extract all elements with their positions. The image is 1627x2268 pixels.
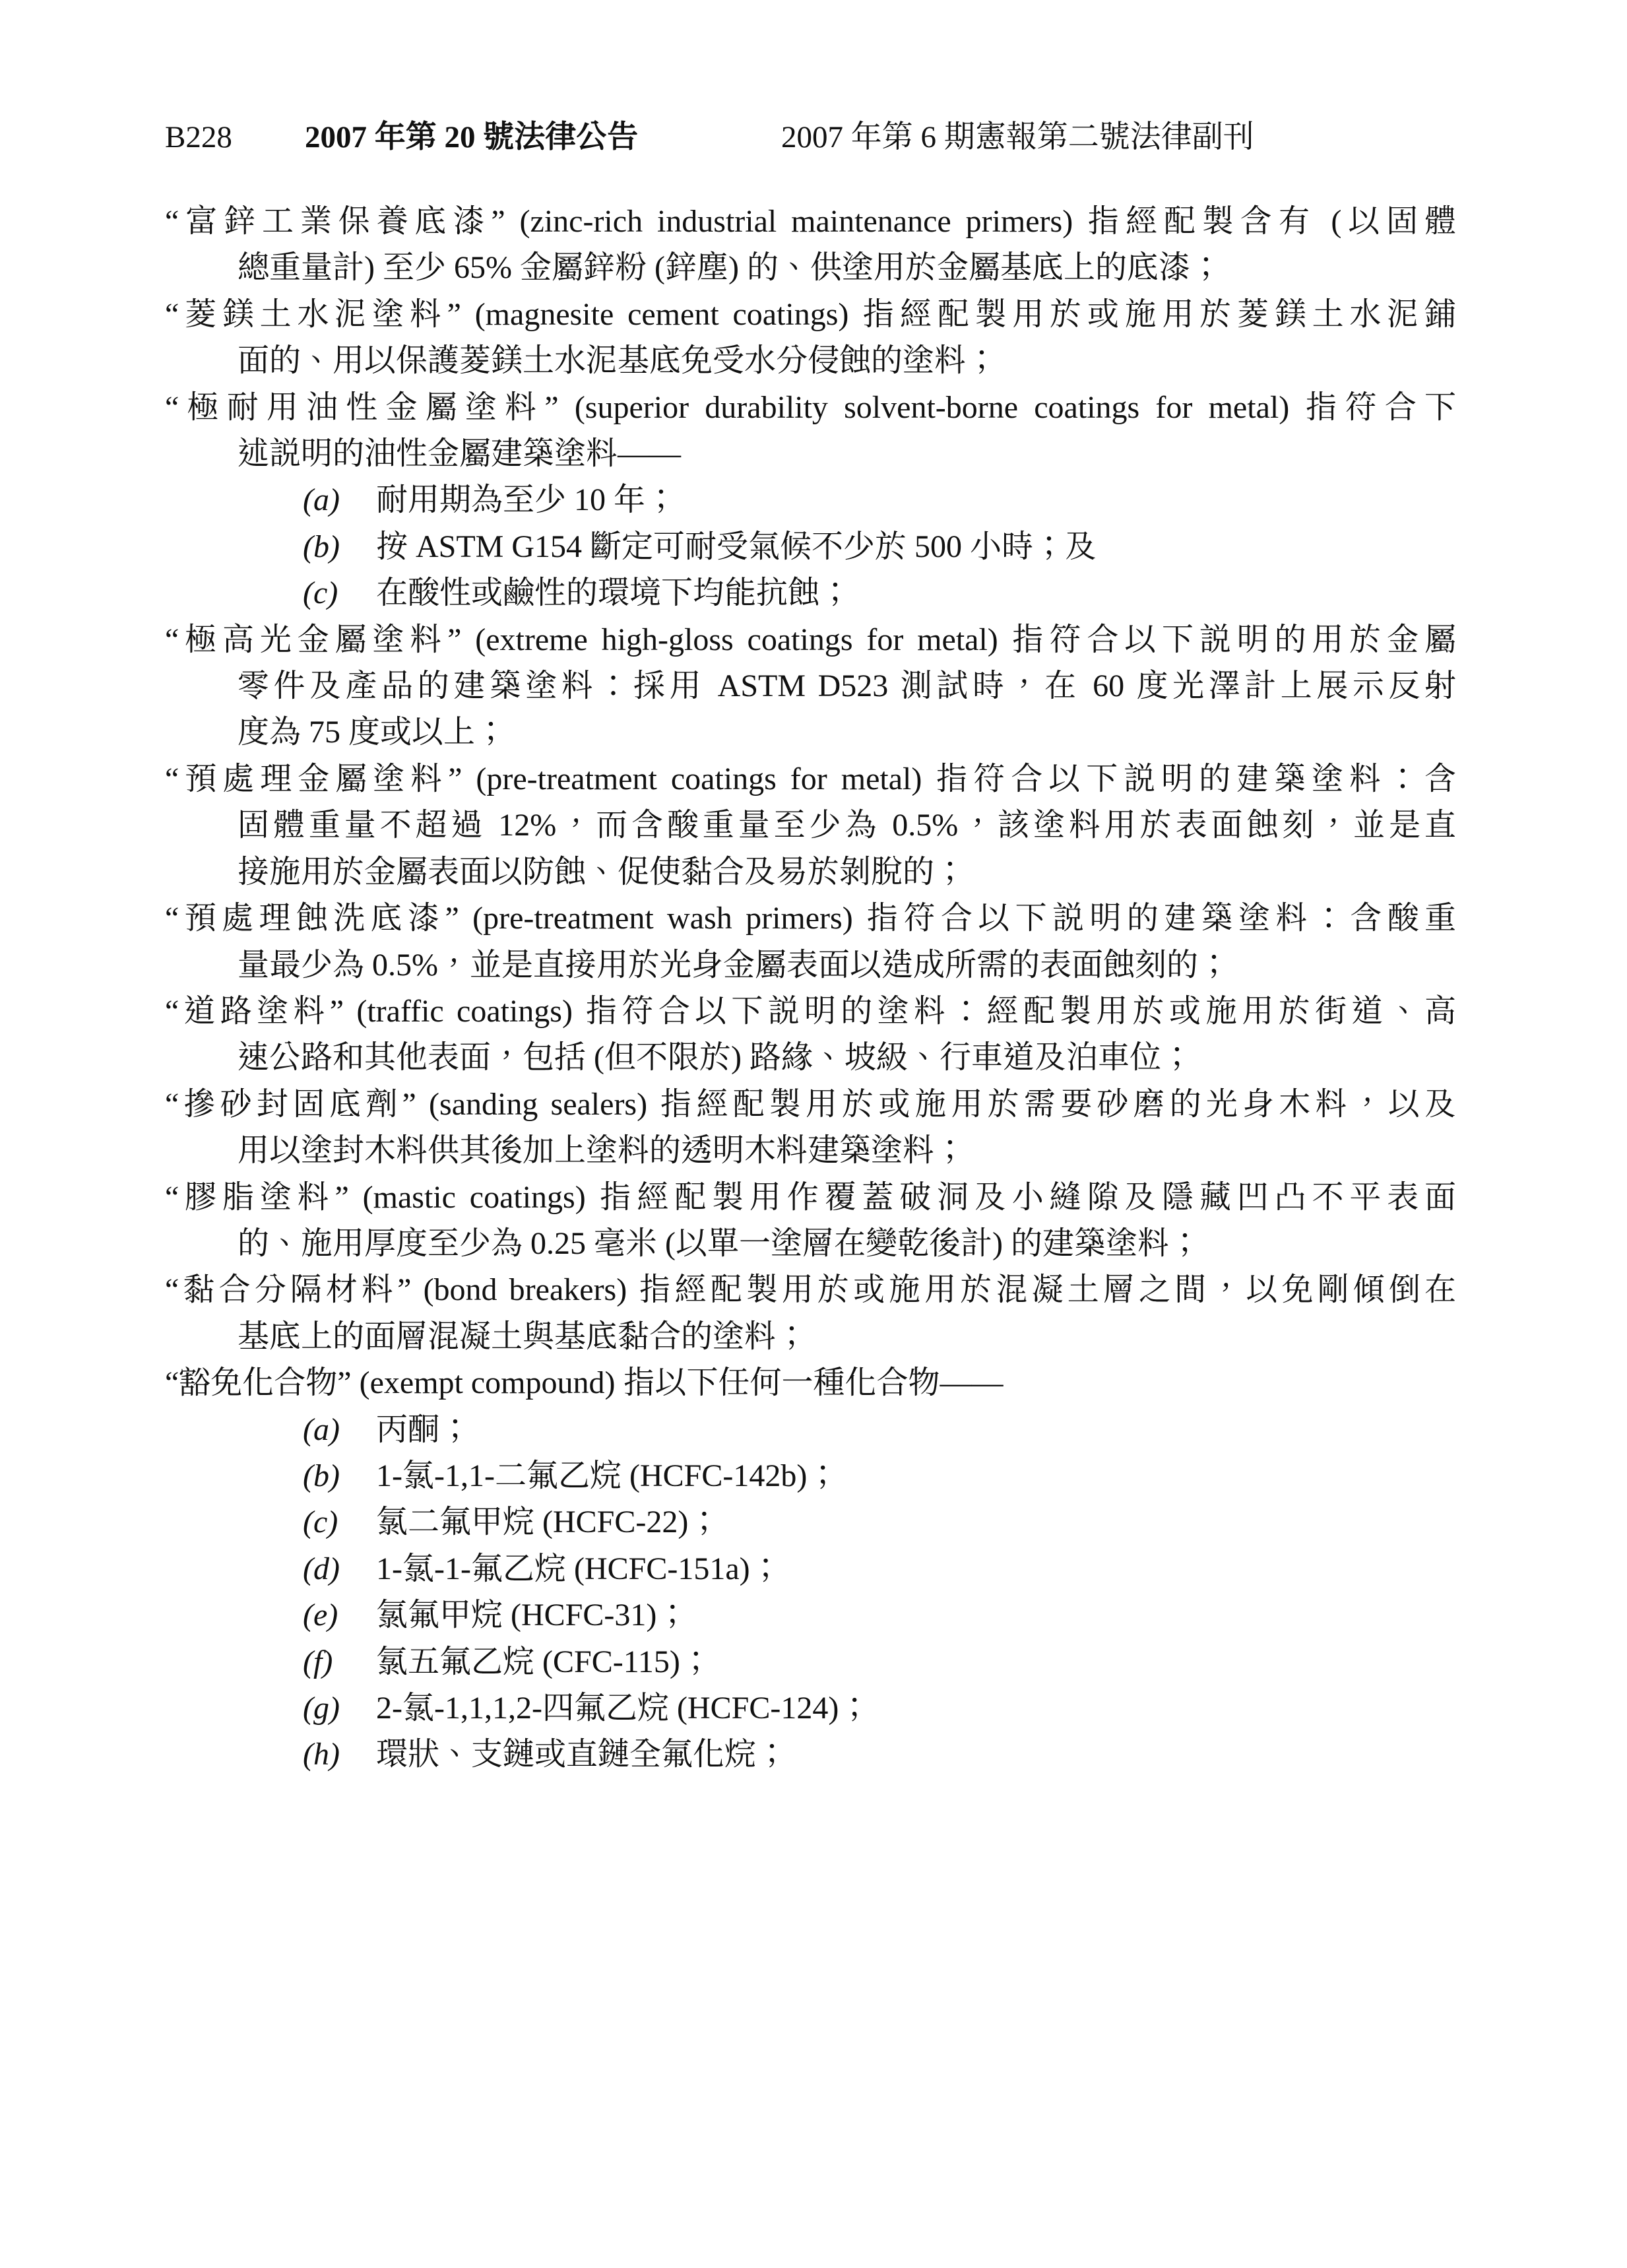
item-text: 耐用期為至少 10 年； xyxy=(376,482,678,518)
item-marker: (a) xyxy=(303,482,340,518)
item-text: 環狀、支鏈或直鏈全氟化烷； xyxy=(376,1737,788,1772)
definition-line: “摻砂封固底劑” (sanding sealers) 指經配製用於或施用於需要砂磨的光身木料，以及 xyxy=(165,1086,1456,1122)
definition-line: “預處理金屬塗料” (pre-treatment coatings for metal) 指符合以下説明的建築塗料：含 xyxy=(165,761,1456,796)
item-marker: (b) xyxy=(303,1458,340,1493)
item-text: 1-氯-1-氟乙烷 (HCFC-151a)； xyxy=(376,1551,782,1586)
list-item xyxy=(165,1592,1456,1638)
list-item xyxy=(165,1407,1456,1453)
definition-line: “預處理蝕洗底漆” (pre-treatment wash primers) 指符合以下説明的建築塗料：含酸重 xyxy=(165,901,1456,936)
definition-line: 零件及產品的建築塗料：採用 ASTM D523 測試時，在 60 度光澤計上展示反射 xyxy=(238,668,1456,704)
definition-line: 度為 75 度或以上； xyxy=(238,715,507,750)
definition-line: “富鋅工業保養底漆” (zinc-rich industrial maintenance primers) 指經配製含有 (以固體 xyxy=(165,204,1456,239)
definition-line: 述説明的油性金屬建築塗料—— xyxy=(238,436,682,472)
item-marker: (a) xyxy=(303,1411,340,1447)
item-text: 氯二氟甲烷 (HCFC-22)； xyxy=(376,1505,720,1540)
item-marker: (h) xyxy=(303,1737,340,1772)
definition-line: 總重量計) 至少 65% 金屬鋅粉 (鋅塵) 的、供塗用於金屬基底上的底漆； xyxy=(238,250,1222,286)
item-text: 丙酮； xyxy=(376,1411,472,1447)
definition-line: 量最少為 0.5%，並是直接用於光身金屬表面以造成所需的表面蝕刻的； xyxy=(238,947,1230,983)
item-marker: (c) xyxy=(303,575,338,611)
definition-line: “極高光金屬塗料” (extreme high-gloss coatings for metal) 指符合以下説明的用於金屬 xyxy=(165,622,1456,657)
definition-line: “膠脂塗料” (mastic coatings) 指經配製用作覆蓋破洞及小縫隙及隱藏凹凸不平表面 xyxy=(165,1179,1456,1215)
definition-line: “菱鎂土水泥塗料” (magnesite cement coatings) 指經配製用於或施用於菱鎂土水泥鋪 xyxy=(165,296,1456,332)
page-number: B228 xyxy=(165,120,232,154)
list-item xyxy=(165,1732,1456,1778)
definition-line: 的、施用厚度至少為 0.25 毫米 (以單一塗層在變乾後計) 的建築塗料； xyxy=(238,1225,1201,1261)
item-text: 2-氯-1,1,1,2-四氟乙烷 (HCFC-124)； xyxy=(376,1691,871,1726)
item-text: 按 ASTM G154 斷定可耐受氣候不少於 500 小時；及 xyxy=(376,529,1097,564)
document-body xyxy=(165,199,1456,1778)
definition-line: “豁免化合物” (exempt compound) 指以下任何一種化合物—— xyxy=(165,1365,1004,1401)
definition-line: 基底上的面層混凝土與基底黏合的塗料； xyxy=(238,1318,808,1354)
definition-line: “黏合分隔材料” (bond breakers) 指經配製用於或施用於混凝土層之間，以免剛傾倒在 xyxy=(165,1272,1456,1308)
item-text: 氯氟甲烷 (HCFC-31)； xyxy=(376,1598,689,1633)
legal-notice-title: 2007 年第 20 號法律公告 xyxy=(305,120,639,154)
list-item xyxy=(165,1685,1456,1732)
item-text: 1-氯-1,1-二氟乙烷 (HCFC-142b)； xyxy=(376,1458,839,1493)
item-marker: (d) xyxy=(303,1551,340,1586)
list-item xyxy=(165,524,1456,570)
item-marker: (b) xyxy=(303,529,340,564)
definition-line: “極耐用油性金屬塗料” (superior durability solvent-borne coatings for metal) 指符合下 xyxy=(165,389,1456,425)
page-header xyxy=(0,116,1627,158)
list-item xyxy=(165,1546,1456,1592)
item-text: 在酸性或鹼性的環境下均能抗蝕； xyxy=(376,575,852,611)
list-item xyxy=(165,1453,1456,1499)
item-text: 氯五氟乙烷 (CFC-115)； xyxy=(376,1644,712,1679)
list-item xyxy=(165,477,1456,523)
definition-line: 用以塗封木料供其後加上塗料的透明木料建築塗料； xyxy=(238,1133,967,1169)
item-marker: (f) xyxy=(303,1644,333,1679)
list-item xyxy=(165,1639,1456,1685)
definition-line: 速公路和其他表面，包括 (但不限於) 路緣、坡級、行車道及泊車位； xyxy=(238,1040,1193,1076)
definition-line: 接施用於金屬表面以防蝕、促使黏合及易於剝脫的； xyxy=(238,854,967,890)
gazette-title: 2007 年第 6 期憲報第二號法律副刊 xyxy=(781,120,1254,154)
item-marker: (e) xyxy=(303,1598,338,1633)
item-marker: (g) xyxy=(303,1691,340,1726)
item-marker: (c) xyxy=(303,1505,338,1540)
list-item xyxy=(165,570,1456,616)
definition-line: “道路塗料” (traffic coatings) 指符合以下説明的塗料：經配製用於或施用於街道、高 xyxy=(165,993,1456,1029)
list-item xyxy=(165,1499,1456,1545)
definition-line: 固體重量不超過 12%，而含酸重量至少為 0.5%，該塗料用於表面蝕刻，並是直 xyxy=(238,808,1456,843)
definition-line: 面的、用以保護菱鎂土水泥基底免受水分侵蝕的塗料； xyxy=(238,343,998,379)
